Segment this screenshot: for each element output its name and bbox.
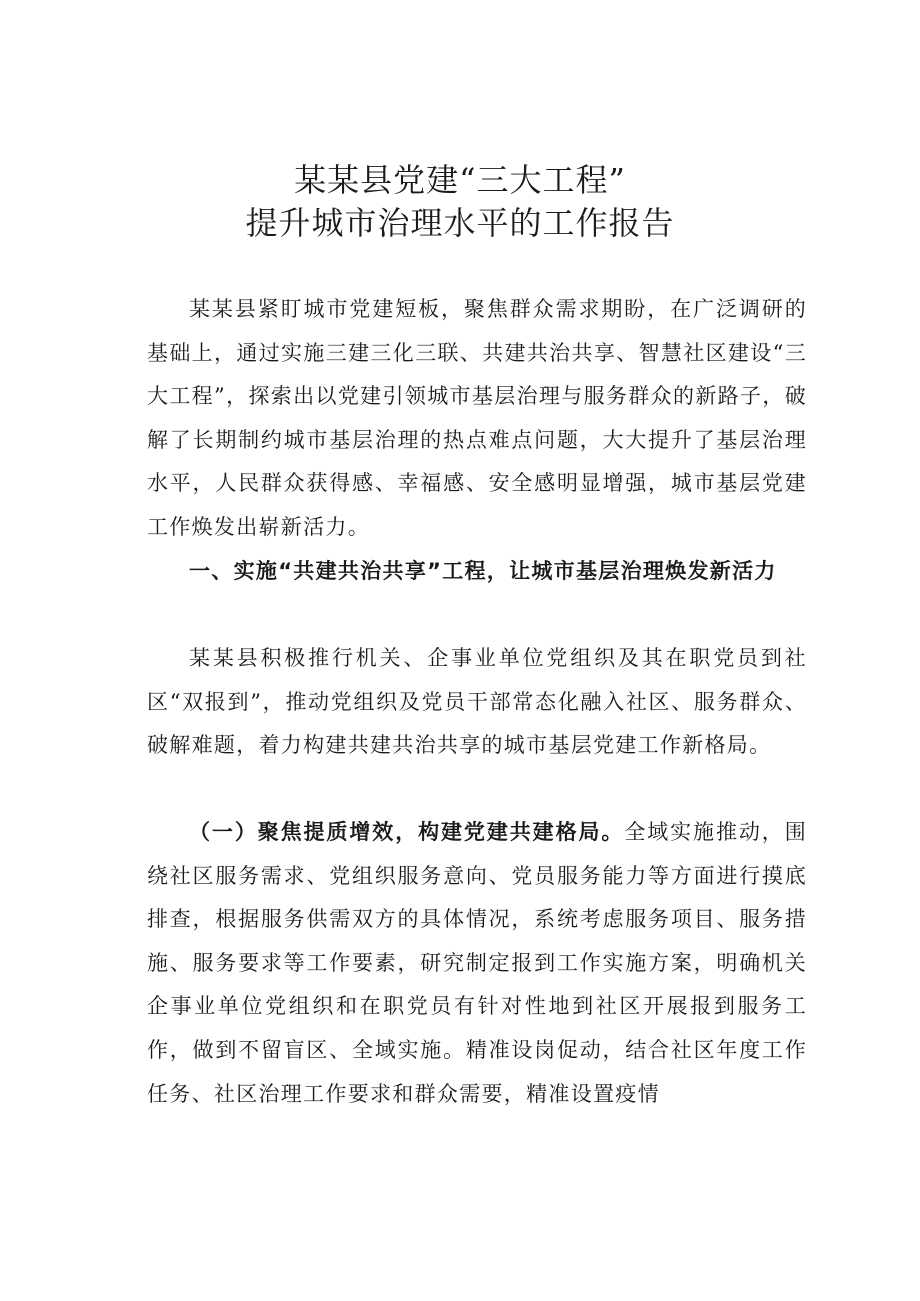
document-title-line-2: 提升城市治理水平的工作报告 bbox=[245, 204, 675, 242]
subsection-1-text: 全域实施推动，围绕社区服务需求、党组织服务意向、党员服务能力等方面进行摸底排查，根据服务供需双方的具体情况，系统考虑服务项目、服务措施、服务要求等工作要素，研究制定报到工作实施方案，明确机关企事业单位党组织和在职党员有针对性地到社区开展报到服务工作，做到不留盲区、全域实施。精准设岗促动，结合社区年度工作任务、社区治理工作要求和群众需要，精准设置疫情 bbox=[147, 820, 807, 1106]
intro-paragraph: 某某县紧盯城市党建短板，聚焦群众需求期盼，在广泛调研的基础上，通过实施三建三化三联、共建共治共享、智慧社区建设“三大工程”，探索出以党建引领城市基层治理与服务群众的新路子，破解了长期制约城市基层治理的热点难点问题，大大提升了基层治理水平，人民群众获得感、幸福感、安全感明显增强，城市基层党建工作焕发出崭新活力。 bbox=[147, 297, 807, 539]
subsection-1-heading: （一）聚焦提质增效，构建党建共建格局。 bbox=[189, 820, 625, 844]
subsection-1-paragraph bbox=[147, 811, 807, 1116]
section-1-paragraph: 某某县积极推行机关、企事业单位党组织及其在职党员到社区“双报到”，推动党组织及党员干部常态化融入社区、服务群众、破解难题，着力构建共建共治共享的城市基层党建工作新格局。 bbox=[147, 646, 807, 758]
section-1-heading: 一、实施“共建共治共享”工程，让城市基层治理焕发新活力 bbox=[189, 559, 777, 583]
document-title-line-1: 某某县党建“三大工程” bbox=[294, 161, 626, 199]
